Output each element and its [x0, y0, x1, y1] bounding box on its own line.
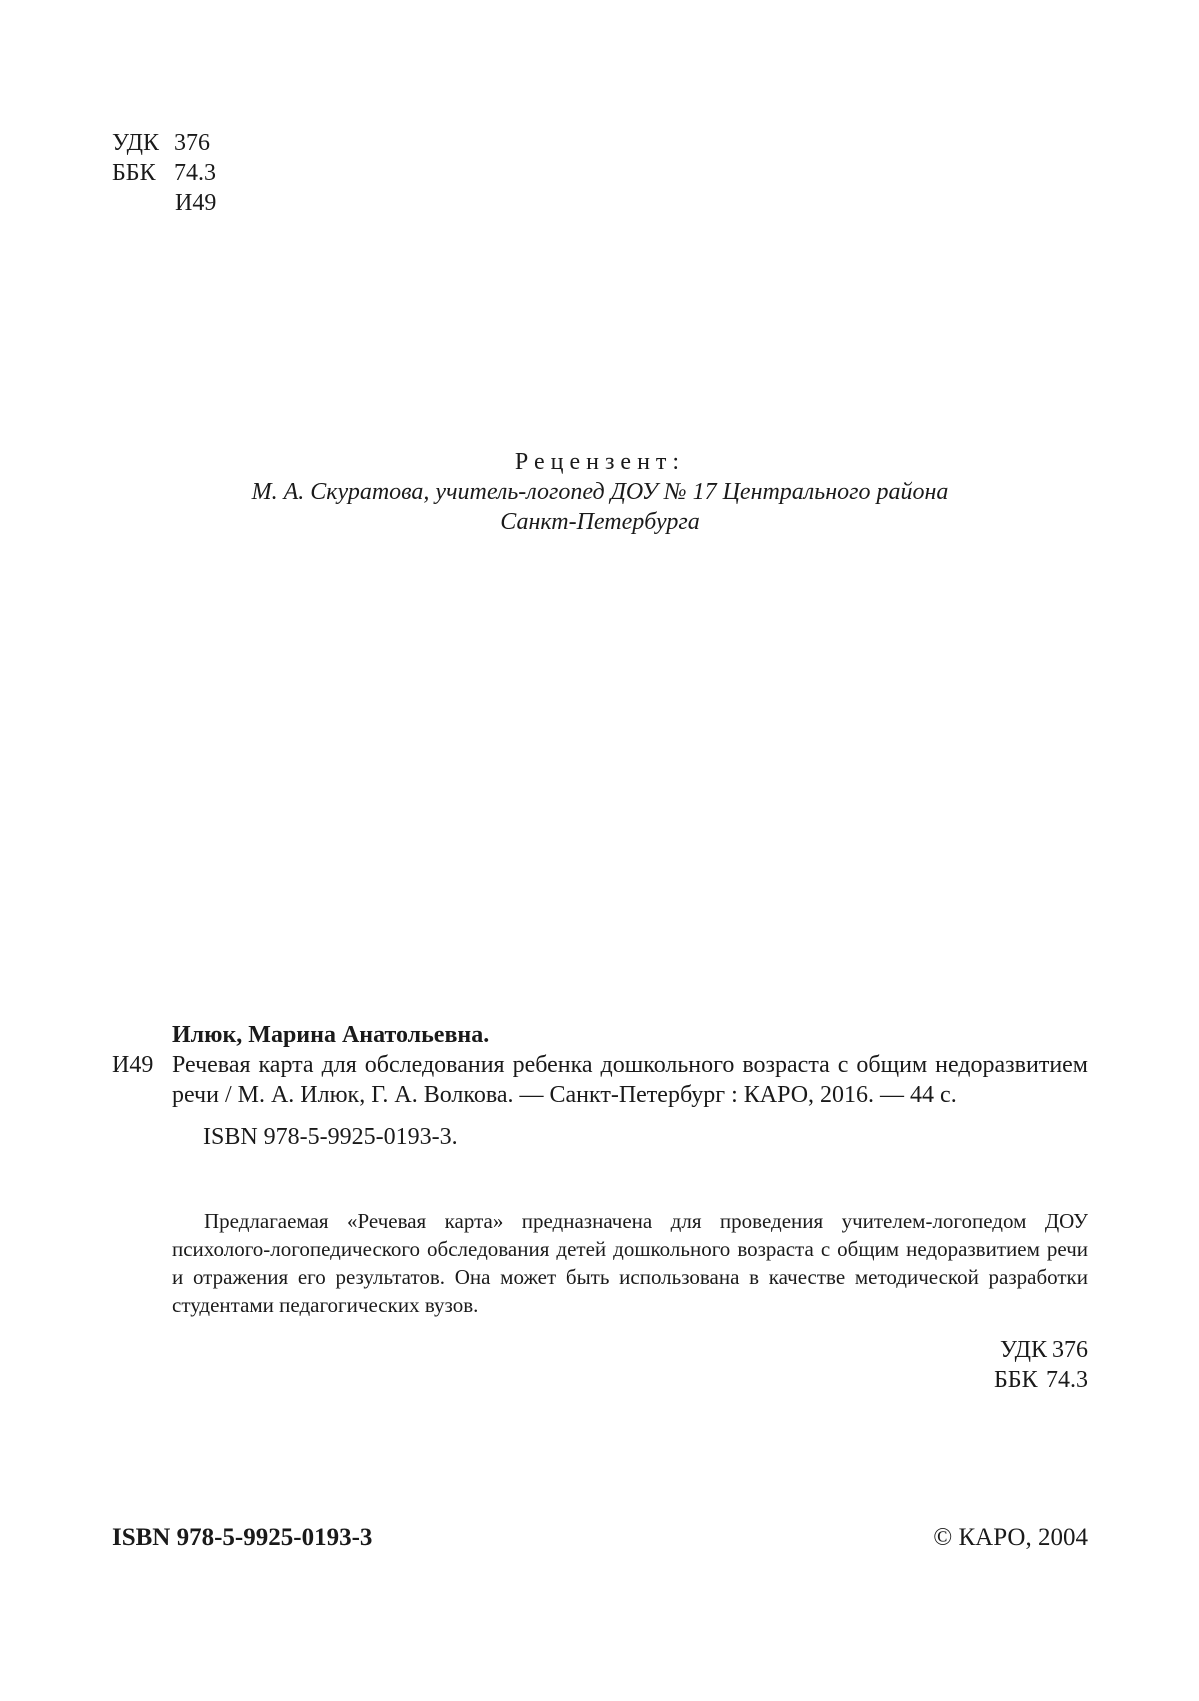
classification-bottom [900, 1335, 1088, 1395]
bbk-label: ББК [112, 160, 156, 186]
bbk-value-bottom: 74.3 [1046, 1367, 1088, 1393]
reviewer-title: Рецензент: [514, 449, 686, 475]
udk-line [112, 128, 216, 158]
udk-value-bottom: 376 [1052, 1337, 1088, 1363]
record-author: Илюк, Марина Анатольевна. [172, 1022, 490, 1048]
bbk-value: 74.3 [174, 160, 216, 186]
udk-label: УДК [112, 130, 159, 156]
reviewer-name-line: М. А. Скуратова, учитель-логопед ДОУ № 17 Центрального района [251, 479, 949, 505]
bbk-label-bottom: ББК [994, 1367, 1038, 1393]
record-entry [112, 1050, 1092, 1110]
author-mark: И49 [175, 190, 217, 216]
bbk-line-bottom [900, 1365, 1088, 1395]
udk-label-bottom: УДК [1000, 1337, 1047, 1363]
udk-line-bottom [900, 1335, 1088, 1365]
record-annotation: Предлагаемая «Речевая карта» предназначена для проведения учителем-логопедом ДОУ психолого-логопедического обследования детей дошкольного возраста с общим недоразвитием речи и отражения его результатов. Она может быть использована в качестве методической разработки студентами педагогических вузов. [172, 1209, 1088, 1317]
footer-isbn: ISBN 978-5-9925-0193-3 [112, 1524, 373, 1551]
reviewer-block [200, 447, 1000, 537]
record-author-mark: И49 [112, 1052, 154, 1078]
footer-copyright: © КАРО, 2004 [933, 1524, 1088, 1551]
record-description: Речевая карта для обследования ребенка дошкольного возраста с общим недоразвитием речи / М. А. Илюк, Г. А. Волкова. — Санкт-Петербург : КАРО, 2016. — 44 с. [172, 1052, 1088, 1108]
record-isbn: ISBN 978-5-9925-0193-3. [203, 1124, 458, 1150]
classification-block [112, 128, 216, 218]
bibliographic-record [112, 1020, 1092, 1152]
reviewer-city-line: Санкт-Петербурга [500, 509, 700, 535]
udk-value: 376 [174, 130, 210, 156]
bbk-line [112, 158, 216, 188]
